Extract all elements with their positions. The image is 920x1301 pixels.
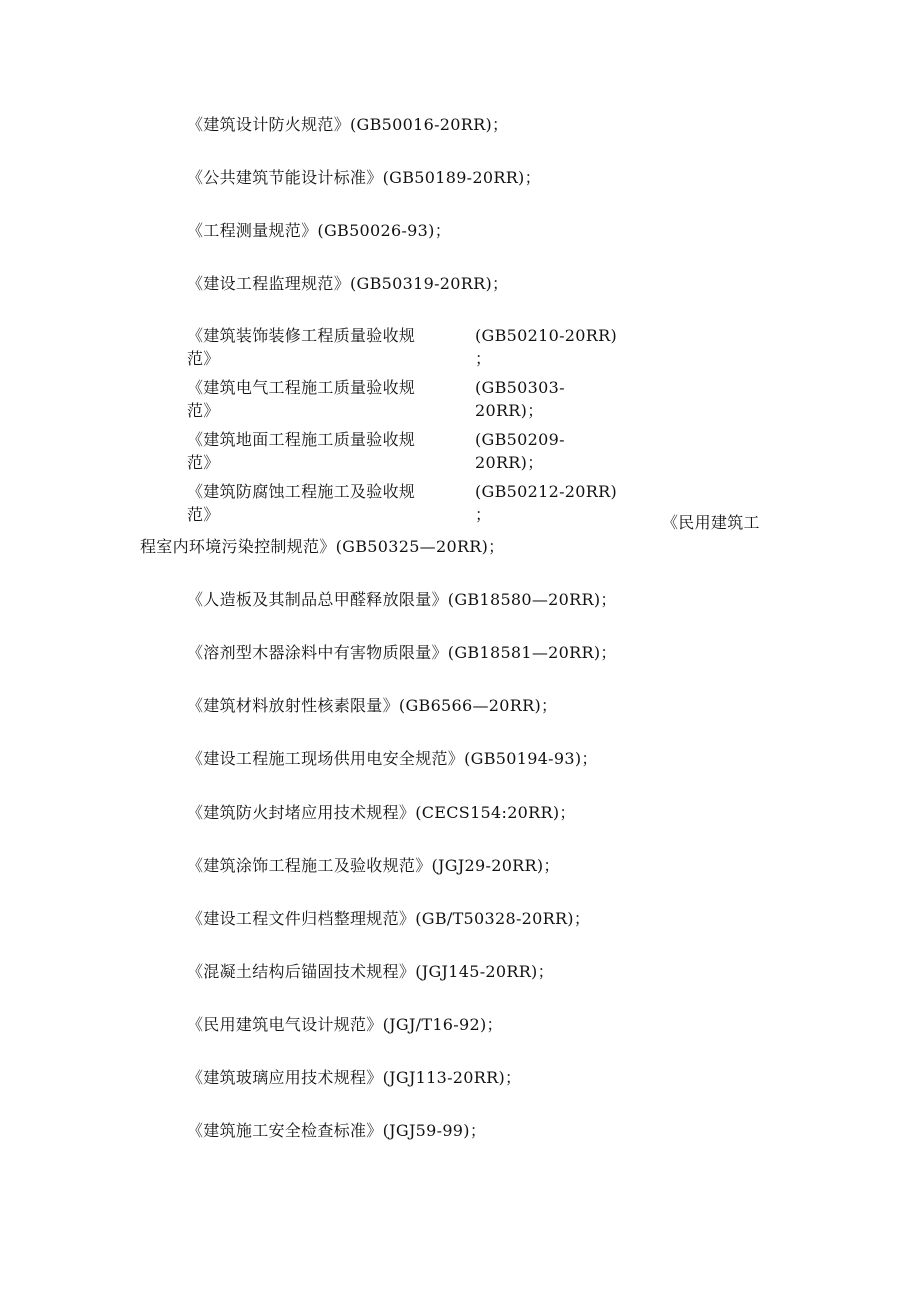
row-code-line2: 20RR)； (475, 401, 544, 420)
row-code-line2: 20RR)； (475, 453, 544, 472)
row-name-line2: 范》 (187, 349, 220, 368)
row-name-line2: 范》 (187, 453, 220, 472)
standard-item: 《建筑防火封堵应用技术规程》(CECS154:20RR)； (187, 803, 576, 822)
row-code-line1: (GB50212-20RR) (475, 482, 617, 501)
standard-item: 《民用建筑电气设计规范》(JGJ/T16-92)； (187, 1015, 503, 1034)
standard-item: 《工程测量规范》(GB50026-93)； (187, 221, 451, 240)
standard-item: 《建筑材料放射性核素限量》(GB6566—20RR)； (187, 696, 558, 715)
wrapped-item-continuation: 程室内环境污染控制规范》(GB50325—20RR)； (140, 537, 505, 556)
row-name-line1: 《建筑防腐蚀工程施工及验收规 (187, 482, 416, 501)
row-name-line1: 《建筑装饰装修工程质量验收规 (187, 326, 416, 345)
standard-item: 《建筑玻璃应用技术规程》(JGJ113-20RR)； (187, 1068, 522, 1087)
standard-item: 《建设工程施工现场供用电安全规范》(GB50194-93)； (187, 749, 598, 768)
standard-item: 《建设工程监理规范》(GB50319-20RR)； (187, 274, 509, 293)
row-code-line1: (GB50209- (475, 430, 565, 449)
row-name-line1: 《建筑地面工程施工质量验收规 (187, 430, 416, 449)
standard-item: 《混凝土结构后锚固技术规程》(JGJ145-20RR)； (187, 962, 554, 981)
standard-item: 《人造板及其制品总甲醛释放限量》(GB18580—20RR)； (187, 590, 617, 609)
standard-item: 《建筑施工安全检查标准》(JGJ59-99)； (187, 1121, 487, 1140)
wrapped-item-start: 《民用建筑工 (662, 513, 760, 532)
row-name-line2: 范》 (187, 505, 220, 524)
row-code-line2: ； (475, 505, 492, 524)
row-code-line1: (GB50210-20RR) (475, 326, 617, 345)
standard-item: 《公共建筑节能设计标准》(GB50189-20RR)； (187, 168, 541, 187)
row-code-line1: (GB50303- (475, 378, 565, 397)
standard-item: 《溶剂型木器涂料中有害物质限量》(GB18581—20RR)； (187, 643, 617, 662)
standard-item: 《建筑设计防火规范》(GB50016-20RR)； (187, 115, 509, 134)
standard-item: 《建筑涂饰工程施工及验收规范》(JGJ29-20RR)； (187, 856, 560, 875)
row-name-line1: 《建筑电气工程施工质量验收规 (187, 378, 416, 397)
row-name-line2: 范》 (187, 401, 220, 420)
standard-item: 《建设工程文件归档整理规范》(GB/T50328-20RR)； (187, 909, 591, 928)
row-code-line2: ； (475, 349, 492, 368)
